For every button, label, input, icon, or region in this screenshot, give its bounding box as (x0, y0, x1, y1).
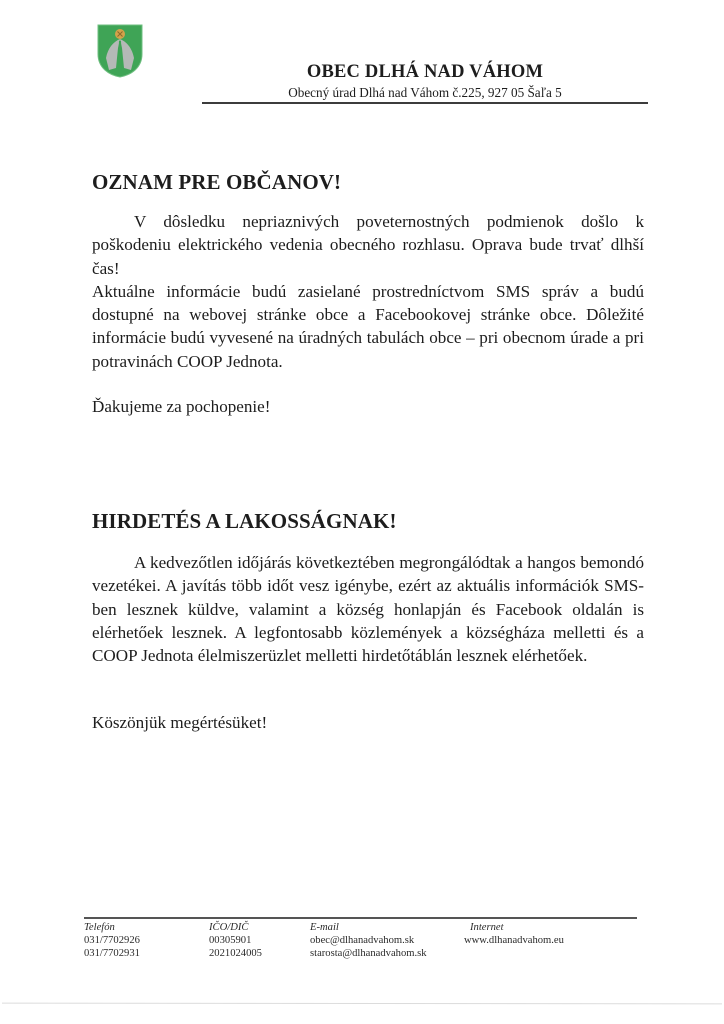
footer-internet-label: Internet (470, 922, 504, 933)
municipal-coat-of-arms-icon (97, 24, 143, 78)
notice-body-sk (92, 210, 644, 373)
notice-closing-sk: Ďakujeme za pochopenie! (92, 397, 271, 416)
footer-phone-label: Telefón (84, 922, 115, 933)
footer-ids-label: IČO/DIČ (209, 922, 249, 933)
notice-paragraph-hu-1: A kedvezőtlen időjárás következtében megrongálódtak a hangos bemondó vezetékei. A javítás több időt vesz igénybe, ezért az aktuális információk SMS-ben lesznek küldve, valamint a község honlapján és Facebook oldalán is elérhetőek lesznek. A legfontosabb közlemények a községháza melletti és a COOP Jednota élelmiszerüzlet melletti hirdetőtáblán lesznek elérhetőek. (92, 553, 644, 666)
footer-email-label: E-mail (310, 922, 339, 933)
footer-email-2: starosta@dlhanadvahom.sk (310, 948, 427, 959)
notice-body-hu (92, 551, 644, 667)
footer-website: www.dlhanadvahom.eu (464, 935, 564, 946)
footer-email-1: obec@dlhanadvahom.sk (310, 935, 415, 946)
footer-phone-2: 031/7702931 (84, 948, 140, 959)
footer-ico: 00305901 (209, 935, 252, 946)
notice-title-hu: HIRDETÉS A LAKOSSÁGNAK! (92, 509, 397, 533)
footer-phone-1: 031/7702926 (84, 935, 140, 946)
footer-internet (464, 921, 564, 947)
footer-ids (209, 921, 262, 960)
scan-page-edge (2, 1003, 722, 1005)
notice-closing-hu: Köszönjük megértésüket! (92, 713, 268, 732)
footer-dic: 2021024005 (209, 948, 262, 959)
notice-title-sk: OZNAM PRE OBČANOV! (92, 170, 342, 194)
footer-divider (84, 917, 637, 919)
organization-address: Obecný úrad Dlhá nad Váhom č.225, 927 05 Šaľa 5 (288, 85, 562, 100)
header-divider (202, 102, 648, 104)
organization-title: OBEC DLHÁ NAD VÁHOM (306, 62, 544, 82)
footer-phone (84, 921, 140, 960)
notice-paragraph-sk-2: Aktuálne informácie budú zasielané prostredníctvom SMS správ a budú dostupné na webovej stránke obce a Facebookovej stránke obce. Dôležité informácie budú vyvesené na úradných tabulách obce – pri obecnom úrade a pri potravinách COOP Jednota. (92, 281, 644, 371)
notice-paragraph-sk-1: V dôsledku nepriaznivých poveternostných podmienok došlo k poškodeniu elektrického vedenia obecného rozhlasu. Oprava bude trvať dlhší čas! (92, 212, 644, 278)
footer-email (310, 921, 427, 960)
